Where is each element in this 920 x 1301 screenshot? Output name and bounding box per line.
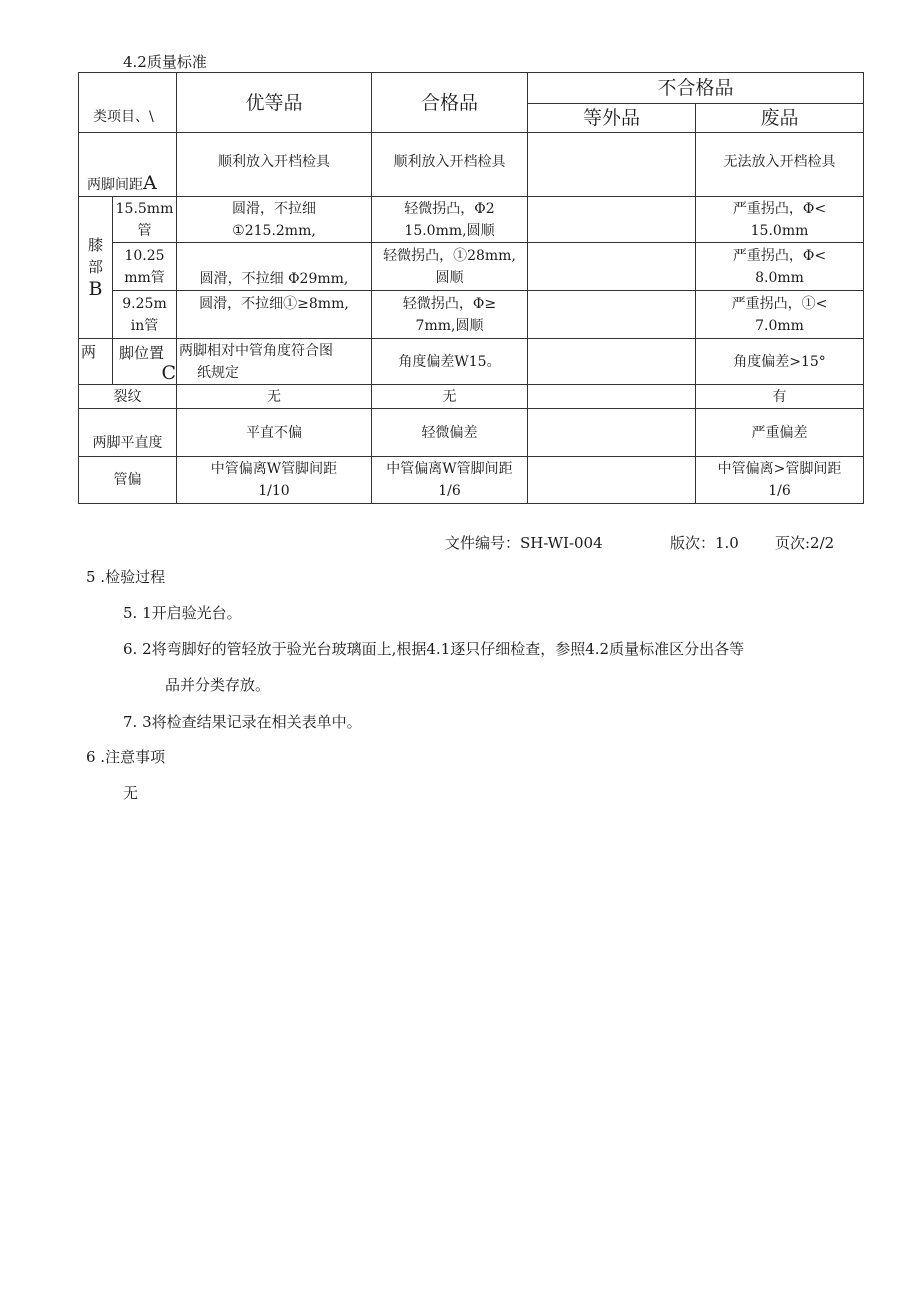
table-row: 两脚平直度 平直不偏 轻微偏差 严重偏差 <box>79 409 864 457</box>
header-excellent: 优等品 <box>177 73 372 133</box>
section5-step: 6. 2将弯脚好的管轻放于验光台玻璃面上,根据4.1逐只仔细检查，参照4.2质量标准区分出各等 <box>123 640 745 658</box>
table-corner-cell <box>79 73 177 133</box>
table-row: 膝 部 B 15.5mm 管 圆滑，不拉细 ①215.2mm, 轻微拐凸，Φ2 15.0mm,圆顺 严重拐凸，Φ< 15.0mm <box>79 197 864 243</box>
section5-step: 7. 3将检查结果记录在相关表单中。 <box>123 713 362 731</box>
row-label-angle-a: 两 <box>79 339 113 385</box>
header-scrap: 废品 <box>696 104 864 133</box>
knee-size-cell: 10.25 mm管 <box>113 243 177 291</box>
section6-content: 无 <box>123 784 139 802</box>
quality-standard-table <box>78 72 864 504</box>
table-row: 管偏 中管偏离W管脚间距 1/10 中管偏离W管脚间距 1/6 中管偏离>管脚间距 1/6 <box>79 457 864 504</box>
row-label-parallel: 两脚平直度 <box>79 409 177 457</box>
table-row: 两脚间距A 顺利放入开档检具 顺利放入开档检具 无法放入开档检具 <box>79 133 864 197</box>
row-label-crack: 裂纹 <box>79 385 177 409</box>
knee-size-cell: 15.5mm 管 <box>113 197 177 243</box>
row-label-leg-distance: 两脚间距A <box>79 133 177 197</box>
table-row: 裂纹 无 无 有 <box>79 385 864 409</box>
header-unqualified: 不合格品 <box>528 73 864 104</box>
row-label-offset: 管偏 <box>79 457 177 504</box>
header-qualified: 合格品 <box>372 73 528 133</box>
section6-title: 6 .注意事项 <box>86 748 166 766</box>
doc-version: 版次：1.0 <box>670 534 739 552</box>
section5-step: 品并分类存放。 <box>165 676 271 694</box>
knee-size-cell: 9.25m in管 <box>113 291 177 339</box>
doc-number: 文件编号：SH-WI-004 <box>445 534 603 552</box>
section5-title: 5 .检验过程 <box>86 568 166 586</box>
doc-page: 页次:2/2 <box>775 534 835 552</box>
row-label-angle-b: 脚位置 C <box>113 339 177 385</box>
row-label-knee: 膝 部 B <box>79 197 113 339</box>
table-row: 9.25m in管 圆滑，不拉细①≥8mm, 轻微拐凸，Φ≥ 7mm,圆顺 严重拐凸，①< 7.0mm <box>79 291 864 339</box>
table-row: 10.25 mm管 圆滑，不拉细 Φ29mm, 轻微拐凸，①28mm, 圆顺 严重拐凸，Φ< 8.0mm <box>79 243 864 291</box>
header-sub-grade: 等外品 <box>528 104 696 133</box>
corner-label: 类项目、\ <box>93 109 154 125</box>
table-row: 两 脚位置 C 两脚相对中管角度符合图 纸规定 角度偏差W15。 角度偏差>15° <box>79 339 864 385</box>
section-title: 4.2质量标准 <box>123 53 207 71</box>
section5-step: 5. 1开启验光台。 <box>123 604 242 622</box>
